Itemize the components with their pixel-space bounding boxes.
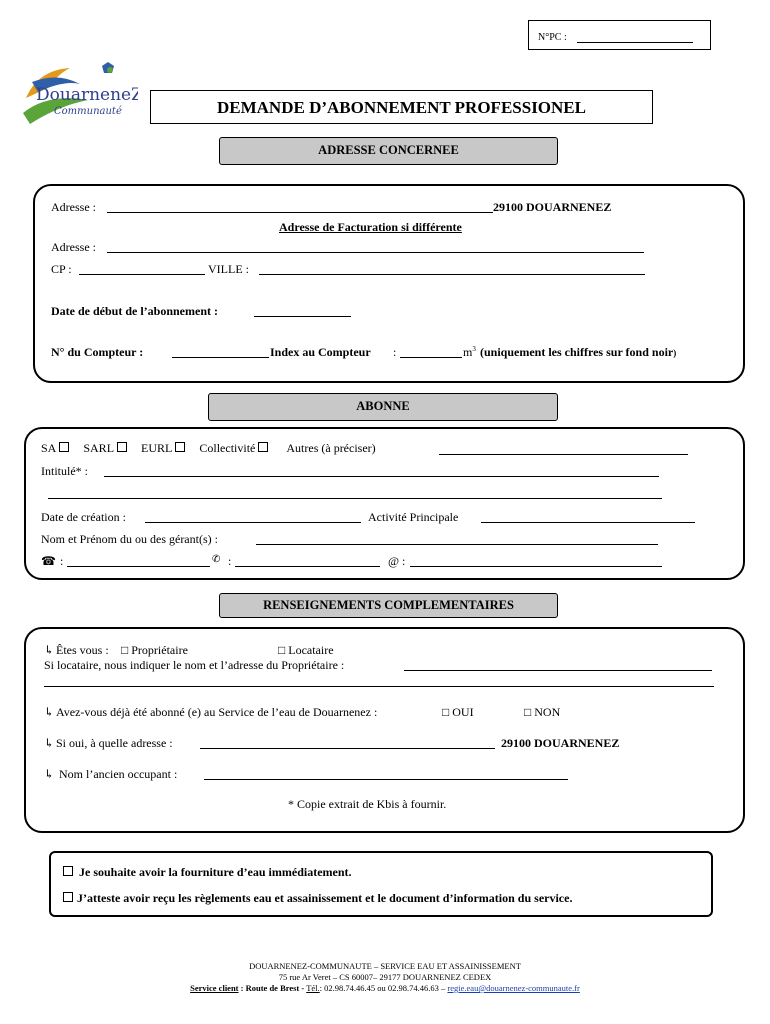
logo [18, 58, 138, 128]
opt-sa-checkbox[interactable] [59, 442, 69, 452]
adresse-label: Adresse : [51, 200, 96, 214]
unit-sup: 3 [472, 345, 476, 353]
etes-vous-label: Êtes vous : [56, 643, 109, 657]
opt-collectivite-checkbox[interactable] [258, 442, 268, 452]
npc-box [528, 20, 711, 50]
route-label: : Route de Brest - [240, 983, 305, 993]
phone-icon: ☎ [41, 554, 56, 568]
intitule-field[interactable] [104, 476, 659, 477]
note-end: ) [673, 348, 677, 358]
index-field[interactable] [400, 357, 462, 358]
phone-field[interactable] [67, 566, 210, 567]
city-label-2: 29100 DOUARNENEZ [501, 736, 620, 750]
date-debut-field[interactable] [254, 316, 351, 317]
opt-proprietaire[interactable]: □ Propriétaire [121, 643, 188, 657]
date-creation-label: Date de création : [41, 510, 126, 524]
confirm-row-2 [63, 891, 572, 906]
deja-abonne-label: Avez-vous déjà été abonné (e) au Service de l’eau de Douarnenez : [56, 705, 378, 719]
ancien-occupant-label: Nom l’ancien occupant : [59, 767, 178, 781]
ancien-occupant-field[interactable] [204, 779, 568, 780]
opt-sarl-checkbox[interactable] [117, 442, 127, 452]
email-label: @ : [388, 554, 406, 568]
footer-line-1: DOUARNENEZ-COMMUNAUTE – SERVICE EAU ET ASSAINISSEMENT [249, 961, 521, 971]
city-label: 29100 DOUARNENEZ [493, 200, 612, 214]
gerant-label: Nom et Prénom du ou des gérant(s) : [41, 532, 218, 546]
phone-colon: : [60, 554, 64, 568]
phones-text: : 02.98.74.46.45 ou 02.98.74.46.63 – [319, 983, 446, 993]
opt-collectivite-label: Collectivité [199, 441, 256, 455]
autres-field[interactable] [439, 454, 688, 455]
tel-label: Tél. [306, 983, 320, 993]
arrow-icon: ↳ [44, 705, 55, 719]
logo-subtext: Communauté [54, 106, 122, 117]
confirmation-panel [49, 851, 713, 917]
adresse2-field[interactable] [107, 252, 644, 253]
opt-sarl-label: SARL [83, 441, 115, 455]
compteur-label: N° du Compteur : [51, 345, 144, 359]
logo-text: DouarneneZ [36, 85, 138, 105]
arrow-icon: ↳ [44, 736, 55, 750]
unit-label [463, 345, 476, 360]
activite-label: Activité Principale [368, 510, 459, 524]
index-label: Index au Compteur [270, 345, 371, 359]
opt-non[interactable]: □ NON [524, 705, 561, 719]
section-header-renseignements: RENSEIGNEMENTS COMPLEMENTAIRES [219, 593, 558, 618]
note-text: (uniquement les chiffres sur fond noir [480, 345, 674, 359]
confirm-row-1 [63, 865, 352, 880]
activite-field[interactable] [481, 522, 695, 523]
opt-eurl-checkbox[interactable] [175, 442, 185, 452]
confirm-checkbox-1[interactable] [63, 866, 73, 876]
footer-line-2: 75 rue Ar Veret – CS 60007– 29177 DOUARNENEZ CEDEX [278, 972, 492, 982]
date-creation-field[interactable] [145, 522, 361, 523]
type-options [41, 441, 376, 456]
cp-field[interactable] [79, 274, 205, 275]
index-colon: : [393, 345, 397, 359]
section-header-abonne: ABONNE [208, 393, 558, 421]
page-title: DEMANDE D’ABONNEMENT PROFESSIONEL [150, 90, 653, 124]
opt-oui[interactable]: □ OUI [442, 705, 474, 719]
opt-locataire[interactable]: □ Locataire [278, 643, 334, 657]
si-oui-label: Si oui, à quelle adresse : [56, 736, 173, 750]
email-link[interactable]: regie.eau@douarnenez-communaute.fr [447, 983, 580, 993]
mobile-icon: ✆ [212, 554, 221, 565]
opt-autres-label: Autres (à préciser) [286, 441, 376, 455]
ville-label: VILLE : [208, 262, 249, 276]
adresse-field[interactable] [107, 212, 493, 213]
cp-label: CP : [51, 262, 72, 276]
footer-line-3 [0, 983, 770, 993]
confirm-checkbox-2[interactable] [63, 892, 73, 902]
email-field[interactable] [410, 566, 662, 567]
mobile-colon: : [228, 554, 232, 568]
ancienne-adresse-field[interactable] [200, 748, 495, 749]
ville-field[interactable] [259, 274, 645, 275]
section-header-adresse: ADRESSE CONCERNEE [219, 137, 558, 165]
mobile-field[interactable] [235, 566, 380, 567]
service-client-label: Service client [190, 983, 239, 993]
intitule-field-2[interactable] [48, 498, 662, 499]
npc-field[interactable] [577, 42, 693, 43]
npc-label: N°PC : [538, 32, 567, 43]
opt-sa-label: SA [41, 441, 57, 455]
gerant-field[interactable] [256, 544, 658, 545]
intitule-label: Intitulé* : [41, 464, 88, 478]
kbis-note: * Copie extrait de Kbis à fournir. [288, 797, 447, 811]
compteur-field[interactable] [172, 357, 269, 358]
compteur-note [480, 345, 676, 360]
si-locataire-label: Si locataire, nous indiquer le nom et l’adresse du Propriétaire : [44, 658, 345, 672]
arrow-icon: ↳ [44, 767, 55, 781]
confirm-text-2: J’atteste avoir reçu les règlements eau et assainissement et le document d’information du service. [77, 891, 573, 905]
confirm-text-1: Je souhaite avoir la fourniture d’eau immédiatement. [79, 865, 352, 879]
adresse2-label: Adresse : [51, 240, 96, 254]
date-debut-label: Date de début de l’abonnement : [51, 304, 218, 318]
unit-text: m [463, 345, 473, 359]
billing-title: Adresse de Facturation si différente [279, 220, 462, 234]
arrow-icon: ↳ [44, 643, 55, 657]
opt-eurl-label: EURL [141, 441, 173, 455]
proprietaire-field-2[interactable] [44, 686, 714, 687]
proprietaire-field[interactable] [404, 670, 712, 671]
